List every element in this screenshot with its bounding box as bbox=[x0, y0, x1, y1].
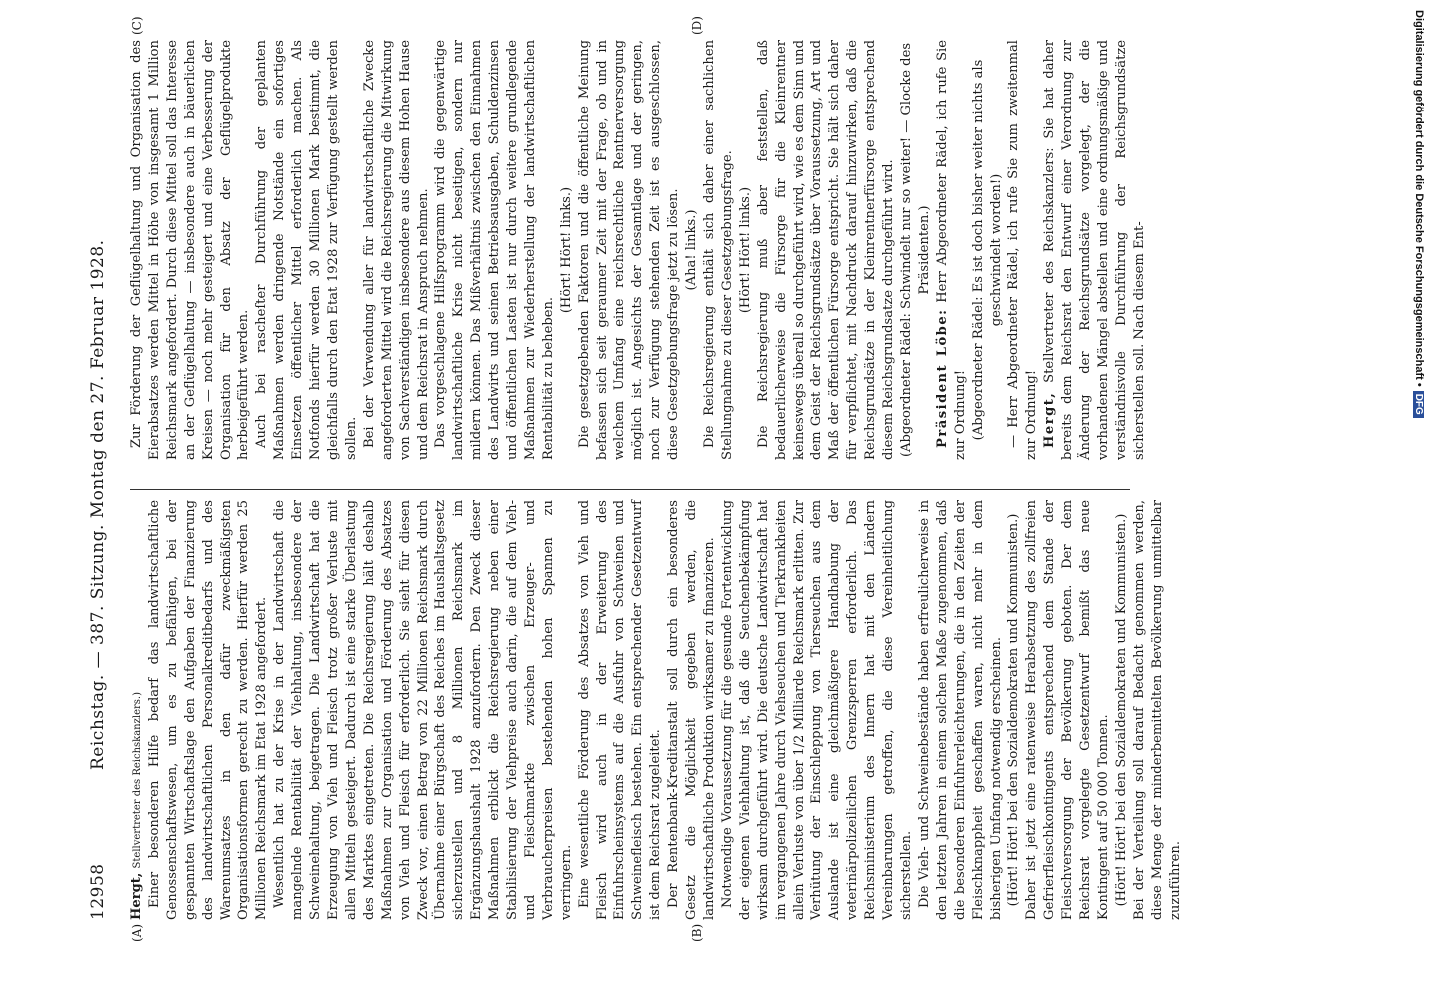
column-divider bbox=[130, 489, 1130, 490]
speaker-text: Sie hat daher bereits dem Reichsrat den Entwurf einer Verordnung zur Änderung der Reichsgrundsätze vorgelegt, der die vorhandenen Mängel abstellen und eine ordnungsmäßige und verständnisvolle Durchführung der Reichsgrundsätze sicherstellen soll. Nach diesem Ent- bbox=[1042, 40, 1147, 460]
speaker-line bbox=[128, 500, 146, 920]
speaker-role: Stellvertreter des Reichskanzlers.) bbox=[132, 692, 143, 869]
president-line bbox=[934, 40, 970, 460]
interjection: (Aha! links.) bbox=[684, 209, 700, 291]
paragraph: Wesentlich hat zu der Krise in der Landwirtschaft die mangelnde Rentabilität der Viehhaltung, insbesondere der Schweinehaltung, beigetragen. Die Landwirtschaft hat die Erzeugung von Vieh und Fleisch trotz großer Verluste mit allen Mitteln gesteigert. Dadurch ist eine starke Überlastung des Marktes eingetreten. Die Reichsregierung hält deshalb Maßnahmen zur Organisation und Förderung des Absatzes von Vieh und Fleisch für erforderlich. Sie sieht für diesen Zweck vor, einen Betrag von 22 Millionen Reichsmark durch Übernahme einer Bürgschaft des Reiches im Haushaltsgesetz sicherzustellen und 8 Millionen Reichsmark im Ergänzungshaushalt 1928 anzufordern. Den Zweck dieser Maßnahmen erblickt die Reichsregierung neben einer Stabilisierung der Viehpreise auch darin, die auf dem Vieh- und Fleischmarkte zwischen Erzeuger- und Verbraucherpreisen bestehenden hohen Spannen zu verringern. bbox=[272, 500, 574, 920]
president-name: Präsident Löbe: bbox=[934, 308, 950, 448]
interjection: (Hört! Hört! bei den Sozialdemokraten und Kommunisten.) bbox=[1113, 513, 1129, 907]
credit-text: Digitalisierung gefördert durch die Deutsche Forschungsgemeinschaft • bbox=[1413, 10, 1425, 387]
paragraph: Die Reichsregierung enthält sich daher einer sachlichen Stellungnahme zu dieser Gesetzgebungsfrage. bbox=[702, 40, 735, 460]
margin-marker-a: (A) bbox=[130, 923, 144, 942]
interjection: (Abgeordneter Rädel: Schwindelt nur so weiter! — Glocke des Präsidenten.) bbox=[898, 42, 932, 458]
dfg-logo: DFG bbox=[1413, 391, 1424, 418]
paragraph: Zur Förderung der Geflügelhaltung und Organisation des Eierabsatzes werden Mittel in Höhe von insgesamt 1 Million Reichsmark angefordert. Durch diese Mittel soll das Interesse an der Geflügelhaltung — insbesondere auch in bäuerlichen Kreisen — noch mehr gesteigert und eine Verbesserung der Organisation für den Absatz der Geflügelprodukte herbeigeführt werden. bbox=[129, 40, 252, 460]
left-column bbox=[128, 500, 1184, 920]
paragraph: Bei der Verteilung soll darauf Bedacht genommen werden, diese Menge der minderbemittelten Bevölkerung unmittelbar zuzuführen. bbox=[1131, 500, 1183, 920]
right-column bbox=[128, 40, 1149, 460]
paragraph: Auch bei rascheſter Durchführung der geplanten Maßnahmen werden dringende Notstände ein sofortiges Einsetzen öffentlicher Mittel erforderlich machen. Als Notfonds hierfür werden 30 Millionen Mark bestimmt, die gleichfalls durch den Etat 1928 zur Verfügung gestellt werden sollen. bbox=[254, 40, 359, 460]
paragraph: — Herr Abgeordneter Rädel, ich rufe Sie zum zweitenmal zur Ordnung! bbox=[1006, 40, 1040, 460]
paragraph: Daher ist jetzt eine ratenweise Herabsetzung des zollfreien Gefrierfleischkontingents entsprechend dem Stande der Fleischversorgung der Bevölkerung geboten. Der dem Reichsrat vorgelegte Gesetzentwurf bemißt das neue Kontingent auf 50 000 Tonnen. bbox=[1024, 500, 1111, 920]
speaker-line bbox=[1041, 40, 1148, 460]
paragraph: Eine wesentliche Förderung des Absatzes von Vieh und Fleisch wird auch in der Erweiterung des Einfuhrscheinsystems auf die Ausfuhr von Schweinen und Schweinefleisch bestehen. Ein entsprechender Gesetzentwurf ist dem Reichsrat zugeleitet. bbox=[576, 500, 664, 920]
header-title: Reichstag. — 387. Sitzung. Montag den 27. Februar 1928. bbox=[88, 239, 108, 770]
margin-marker-c: (C) bbox=[130, 16, 144, 35]
paragraph: Die Reichsregierung muß aber feststellen, daß bedauerlicherweise die Fürsorge für die Kleinrentner keineswegs überall so durchgeführt wird, wie es dem Sinn und dem Geist der Reichsgrundsätze über Voraussetzung, Art und Maß der öffentlichen Fürsorge entspricht. Sie hält sich daher für verpflichtet, mit Nachdruck darauf hinzuwirken, daß die Reichsgrundsätze in der Kleinrentnerfürsorge entsprechend diesem Reichsgrundsatze durchgeführt wird. bbox=[755, 40, 897, 460]
speaker-name: Hergt, bbox=[129, 872, 144, 920]
speaker-role: Stellvertreter des Reichskanzlers: bbox=[1042, 147, 1058, 383]
paragraph: Einer besonderen Hilfe bedarf das landwirtschaftliche Genossenschaftswesen, um es zu befähigen, bei der gespannten Wirtschaftslage den Aufgaben der Finanzierung des landwirtschaftlichen Personalkreditbedarfs und des Warenumsatzes in den dafür zweckmäßigsten Organisationsformen gerecht zu werden. Hierfür werden 25 Millionen Reichsmark im Etat 1928 angefordert. bbox=[146, 500, 270, 920]
president-text: Herr Abgeordneter Rädel, ich rufe Sie zur Ordnung! bbox=[934, 40, 968, 460]
interjection: (Hört! Hört! bei den Sozialdemokraten und Kommunisten.) bbox=[1006, 513, 1022, 907]
interjection: (Hört! Hört! links.) bbox=[737, 186, 753, 314]
speaker-name: Hergt, bbox=[1042, 391, 1058, 448]
interjection: (Hört! Hört! links.) bbox=[558, 186, 574, 314]
page-number: 12958 bbox=[88, 863, 108, 920]
paragraph: Notwendige Voraussetzung für die gesunde Fortentwicklung der eigenen Viehhaltung ist, daß die Seuchenbekämpfung wirksam durchgeführt wird. Die deutsche Landwirtschaft hat im vergangenen Jahre durch Viehseuchen und Tierkrankheiten allein Verluste von über 1/2 Milliarde Reichsmark erlitten. Zur Verhütung der Einschleppung von Tierseuchen aus dem Auslande ist eine gleichmäßigere Handhabung der veterinärpolizeilichen Grenzsperren erforderlich. Das Reichsministerium des Innern hat mit den Ländern Vereinbarungen getroffen, die diese Vereinheitlichung sicherstellen. bbox=[719, 500, 914, 920]
interjection: (Abgeordneter Rädel: Es ist doch bisher weiter nichts als geschwindelt worden!) bbox=[970, 59, 1004, 441]
page-header bbox=[88, 60, 116, 920]
paragraph: Die gesetzgebenden Faktoren und die öffentliche Meinung befassen sich seit geraumer Zeit mit der Frage, ob und in welchem Umfang eine reichsrechtliche Rentnerversorgung möglich ist. Angesichts der Gesamtlage und der geringen, noch zur Verfügung stehenden Zeit ist es ausgeschlossen, diese Gesetzgebungsfrage jetzt zu lösen. bbox=[576, 40, 682, 460]
paragraph: Das vorgeschlagene Hilfsprogramm wird die gegenwärtige landwirtschaftliche Krise nicht beseitigen, sondern nur mildern können. Das Mißverhältnis zwischen den Einnahmen des Landwirts und seinen Betriebsausgaben, Schuldenzinsen und öffentlichen Lasten ist nur durch weitere grundlegende Maßnahmen zur Wiederherstellung der landwirtschaftlichen Rentabilität zu beheben. bbox=[433, 40, 556, 460]
paragraph: Die Vieh- und Schweinebestände haben erfreulicherweise in den letzten Jahren in einem solchen Maße zugenommen, daß die besonderen Einfuhrerleichterungen, die in den Zeiten der Fleischknappheit geschaffen waren, nicht mehr in dem bisherigen Umfang notwendig erscheinen. bbox=[916, 500, 1004, 920]
margin-marker-d: (D) bbox=[690, 16, 704, 35]
margin-marker-b: (B) bbox=[690, 923, 704, 942]
paragraph: Bei der Verwendung aller für landwirtschaftliche Zwecke angeforderten Mittel wird die Reichsregierung die Mitwirkung von Sachverständigen insbesondere aus diesem Hohen Hause und dem Reichsrat in Anspruch nehmen. bbox=[361, 40, 431, 460]
paragraph: Der Rentenbank-Kreditanstalt soll durch ein besonderes Gesetz die Möglichkeit gegeben werden, die landwirtschaftliche Produktion wirksamer zu finanzieren. bbox=[666, 500, 717, 920]
